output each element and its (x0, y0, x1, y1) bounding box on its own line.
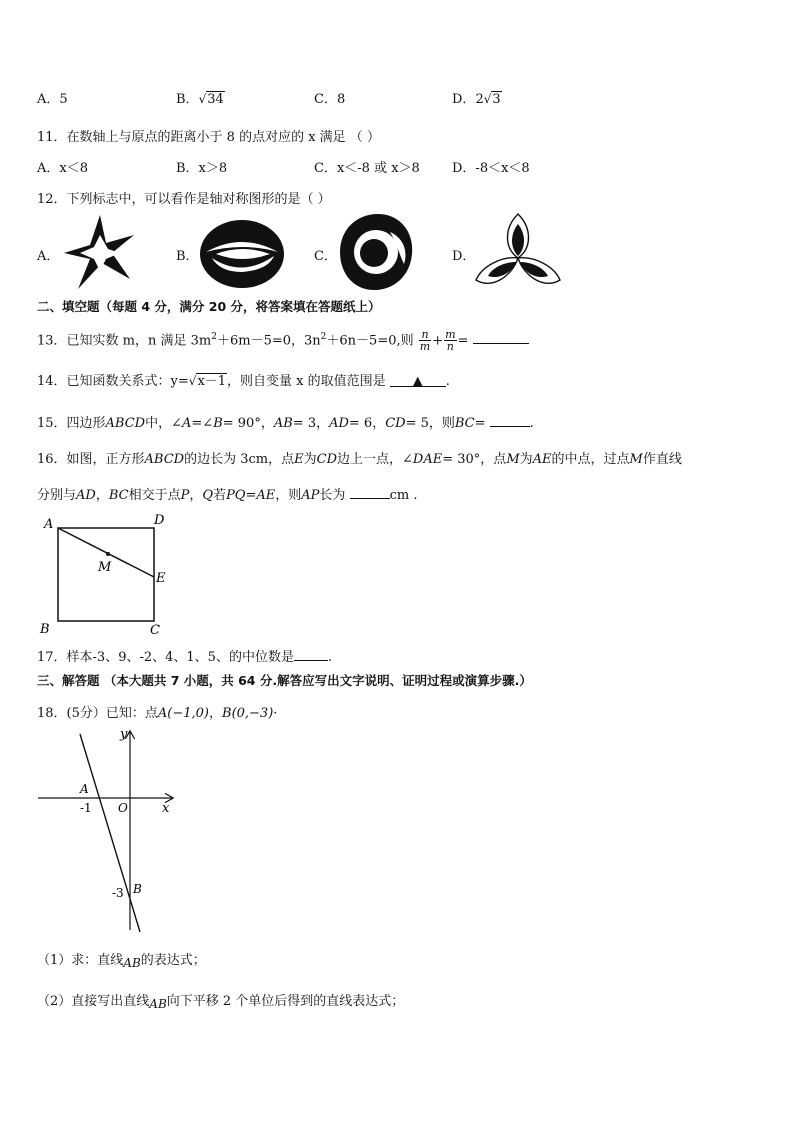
label-point-a: A (80, 782, 89, 796)
logo-c-swirl-icon (338, 212, 414, 292)
q10-option-d-radicand: 3 (492, 92, 501, 107)
q16-line-1: 16．如图，正方形ABCD的边长为 3cm，点E为CD边上一点，∠DAE= 30°，点M为AE的中点，过点M作直线 (37, 452, 682, 467)
q14-text-b: ，则自变量 x 的取值范围是 (227, 374, 386, 389)
q13 (37, 324, 529, 354)
q13-answer-blank[interactable] (473, 331, 529, 344)
figure-18-coordinate-plane (34, 726, 184, 938)
q11-option-c: C．x＜-8 或 x＞8 (314, 161, 420, 176)
label-a: A (44, 517, 54, 532)
q15: 15．四边形ABCD中，∠A=∠B= 90°，AB= 3，AD= 6，CD= 5，则BC= . (37, 416, 534, 431)
q10-option-a: A．5 (37, 92, 68, 107)
logo-b-eye-icon (198, 218, 286, 290)
q10-option-b-radicand: 34 (207, 92, 224, 107)
label-m: M (98, 560, 112, 575)
label-c: C (150, 623, 160, 638)
q10-option-d-label: D． (452, 92, 476, 107)
q15-answer-blank[interactable] (490, 414, 530, 427)
point-a-coords: A(−1,0) (157, 706, 209, 721)
label-origin: O (118, 801, 128, 815)
q10-option-d: D．2√3 (452, 92, 501, 107)
q13-equals: = (457, 333, 469, 349)
q18-part-2: （2）直接写出直线AB向下平移 2 个单位后得到的直线表达式； (37, 994, 405, 1011)
q11-option-d: D．-8＜x＜8 (452, 161, 530, 176)
label-point-b: B (133, 882, 142, 896)
label-minus-1: -1 (80, 801, 92, 815)
q12-option-c-label: C． (314, 249, 337, 264)
q12-option-b-label: B． (176, 249, 199, 264)
q11-stem: 11．在数轴上与原点的距离小于 8 的点对应的 x 满足 （ ） (37, 130, 380, 145)
q13-text-a: 13．已知实数 m，n 满足 3m (37, 333, 212, 349)
q13-fraction-n-over-m: $\frac{n}{m}$ (419, 328, 431, 354)
q12-option-d-label: D． (452, 249, 476, 264)
logo-d-petals-icon (474, 210, 564, 292)
q10-option-c: C．8 (314, 92, 346, 107)
point-b-coords: B(0,−3) (222, 706, 274, 721)
point-m-dot (106, 552, 110, 556)
label-minus-3: -3 (112, 886, 124, 900)
q16-answer-blank[interactable] (350, 486, 390, 499)
q13-sup-1: 2 (211, 332, 217, 342)
q14: 14．已知函数关系式：y=√x－1，则自变量 x 的取值范围是 ▲ . (37, 374, 450, 389)
q11-option-b: B．x＞8 (176, 161, 228, 176)
q13-fraction-m-over-n: $\frac{m}{n}$ (445, 328, 456, 354)
section-3-heading: 三、解答题 （本大题共 7 小题，共 64 分.解答应写出文字说明、证明过程或演算步骤.） (37, 673, 532, 688)
q10-option-d-coef: 2 (475, 92, 484, 107)
q13-plus: + (432, 333, 444, 349)
section-2-heading: 二、填空题（每题 4 分，满分 20 分，将答案填在答题纸上） (37, 299, 381, 314)
q12-stem: 12．下列标志中，可以看作是轴对称图形的是（ ） (37, 192, 331, 207)
q18-stem: 18．(5分）已知：点A(−1,0)，B(0,−3)· (37, 706, 278, 721)
q17-answer-blank[interactable] (294, 648, 328, 661)
line-ab (80, 734, 140, 932)
label-y: y (120, 727, 128, 742)
q13-sup-2: 2 (320, 332, 327, 342)
q14-text-a: 14．已知函数关系式：y= (37, 374, 189, 389)
q10-option-b: B．√34 (176, 92, 224, 107)
q16-line-2: 分别与AD，BC相交于点P，Q若PQ=AE，则AP长为 cm . (37, 488, 418, 503)
q13-text-b: ＋6m－5=0，3n (216, 333, 321, 349)
label-b: B (40, 622, 50, 637)
q13-text-c: ＋6n－5=0,则 (326, 333, 414, 349)
label-e: E (156, 571, 166, 586)
q14-triangle-mark: ▲ (412, 374, 423, 389)
q14-period: . (445, 374, 450, 389)
label-d: D (154, 513, 165, 528)
label-x: x (162, 801, 170, 816)
q17: 17．样本-3、9、-2、4、1、5、的中位数是 . (37, 650, 333, 665)
q11-option-a: A．x＜8 (37, 161, 88, 176)
q14-radicand: x－1 (197, 374, 227, 389)
q10-option-b-label: B． (176, 92, 199, 107)
q14-answer-blank[interactable] (390, 374, 446, 387)
figure-16-square (36, 512, 176, 642)
q12-option-a-label: A． (37, 249, 60, 264)
q18-part-1: （1）求：直线AB的表达式； (37, 953, 206, 970)
logo-a-star-icon (60, 213, 140, 293)
